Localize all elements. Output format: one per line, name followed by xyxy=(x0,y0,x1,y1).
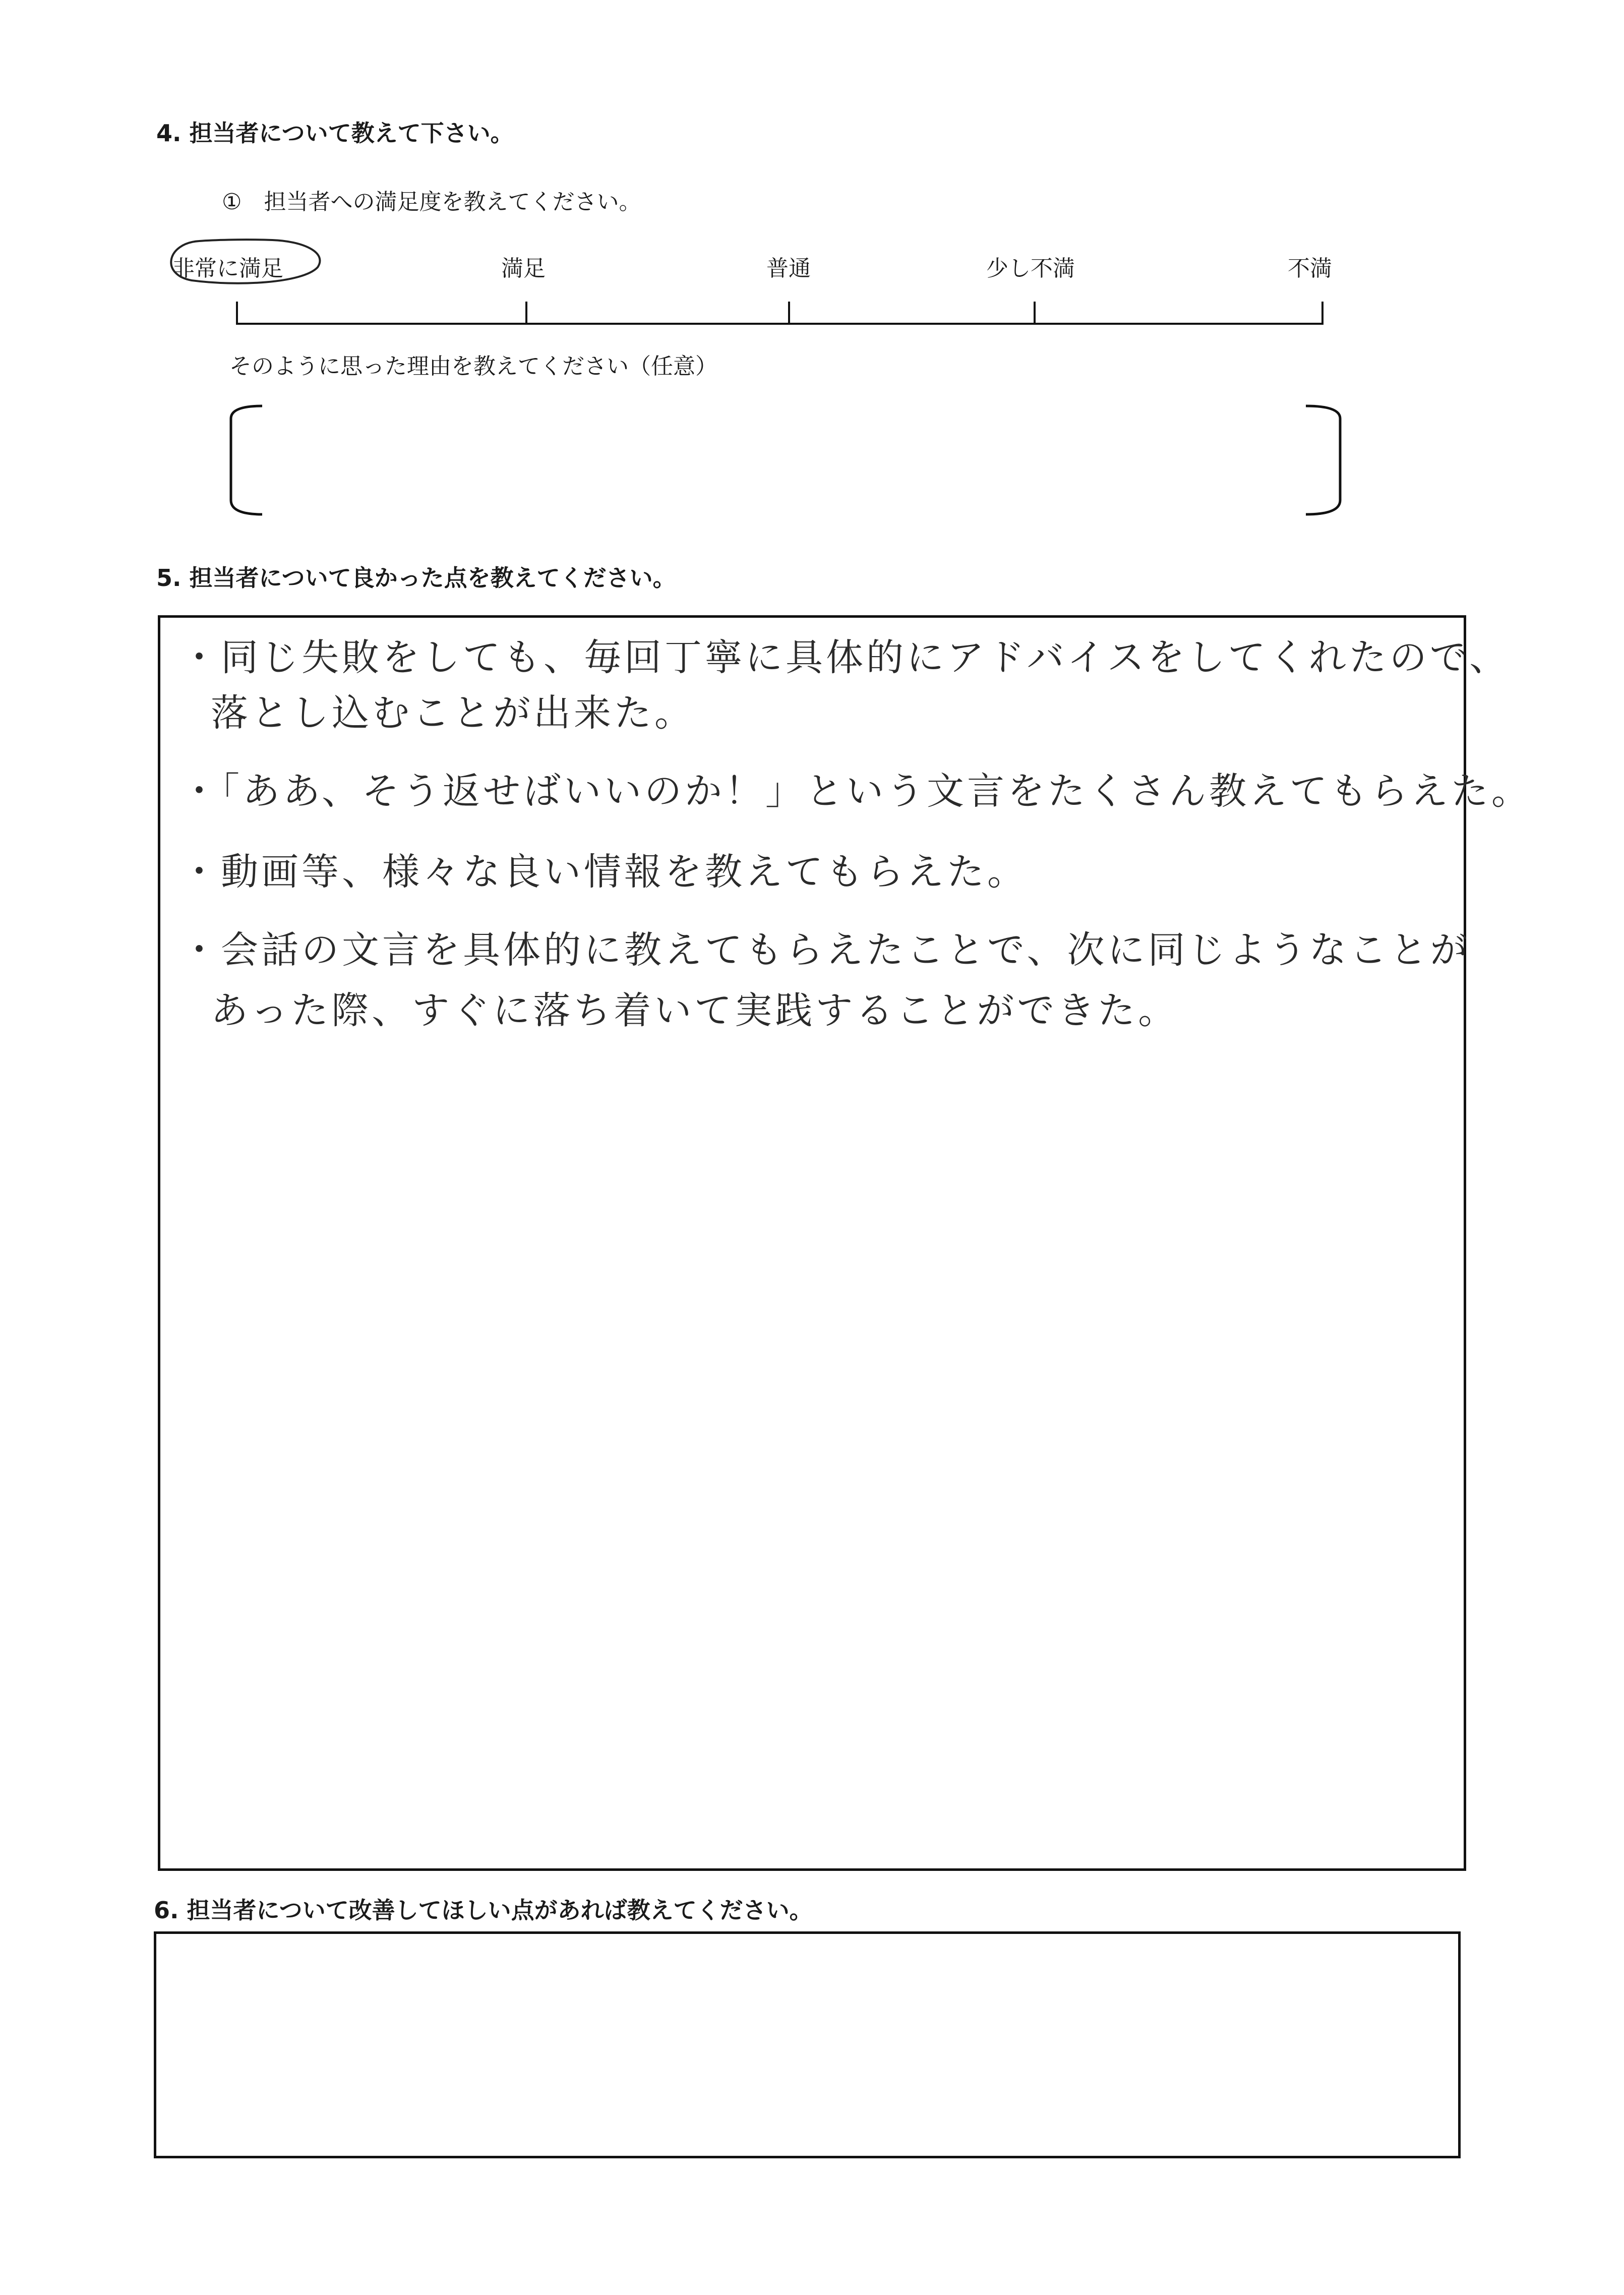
section6-heading: 6. 担当者について改善してほしい点があれば教えてください。 xyxy=(154,1897,813,1924)
section4-heading: 4. 担当者について教えて下さい。 xyxy=(156,120,514,147)
reason-prompt: そのように思った理由を教えてください（任意） xyxy=(229,354,717,379)
answer-line: ・動画等、様々な良い情報を教えてもらえた。 xyxy=(181,850,1028,894)
satisfaction-question: ① 担当者への満足度を教えてください。 xyxy=(222,189,641,215)
selection-circle xyxy=(171,240,320,283)
reason-input[interactable] xyxy=(242,414,1326,509)
improvement-answer-box[interactable] xyxy=(154,1931,1461,2158)
answer-line: 落とし込むことが出来た。 xyxy=(211,691,695,735)
scale-option-label: 満足 xyxy=(501,256,546,281)
good-points-answer-box[interactable] xyxy=(158,615,1532,1871)
answer-line: ・「ああ、そう返せばいいのか！」という文言をたくさん教えてもらえた。 xyxy=(181,770,1532,813)
scale-option-label: 不満 xyxy=(1288,256,1332,281)
answer-line: ・同じ失敗をしても、毎回丁寧に具体的にアドバイスをしてくれたので、 xyxy=(181,636,1510,679)
answer-line: ・会話の文言を具体的に教えてもらえたことで、次に同じようなことが xyxy=(181,928,1471,972)
section5-heading: 5. 担当者について良かった点を教えてください。 xyxy=(156,564,676,592)
scale-option-label: 非常に満足 xyxy=(172,256,283,281)
scale-option-label: 少し不満 xyxy=(986,256,1075,281)
scale-option-label: 普通 xyxy=(766,256,811,281)
answer-line: あった際、すぐに落ち着いて実践することができた。 xyxy=(211,989,1179,1032)
